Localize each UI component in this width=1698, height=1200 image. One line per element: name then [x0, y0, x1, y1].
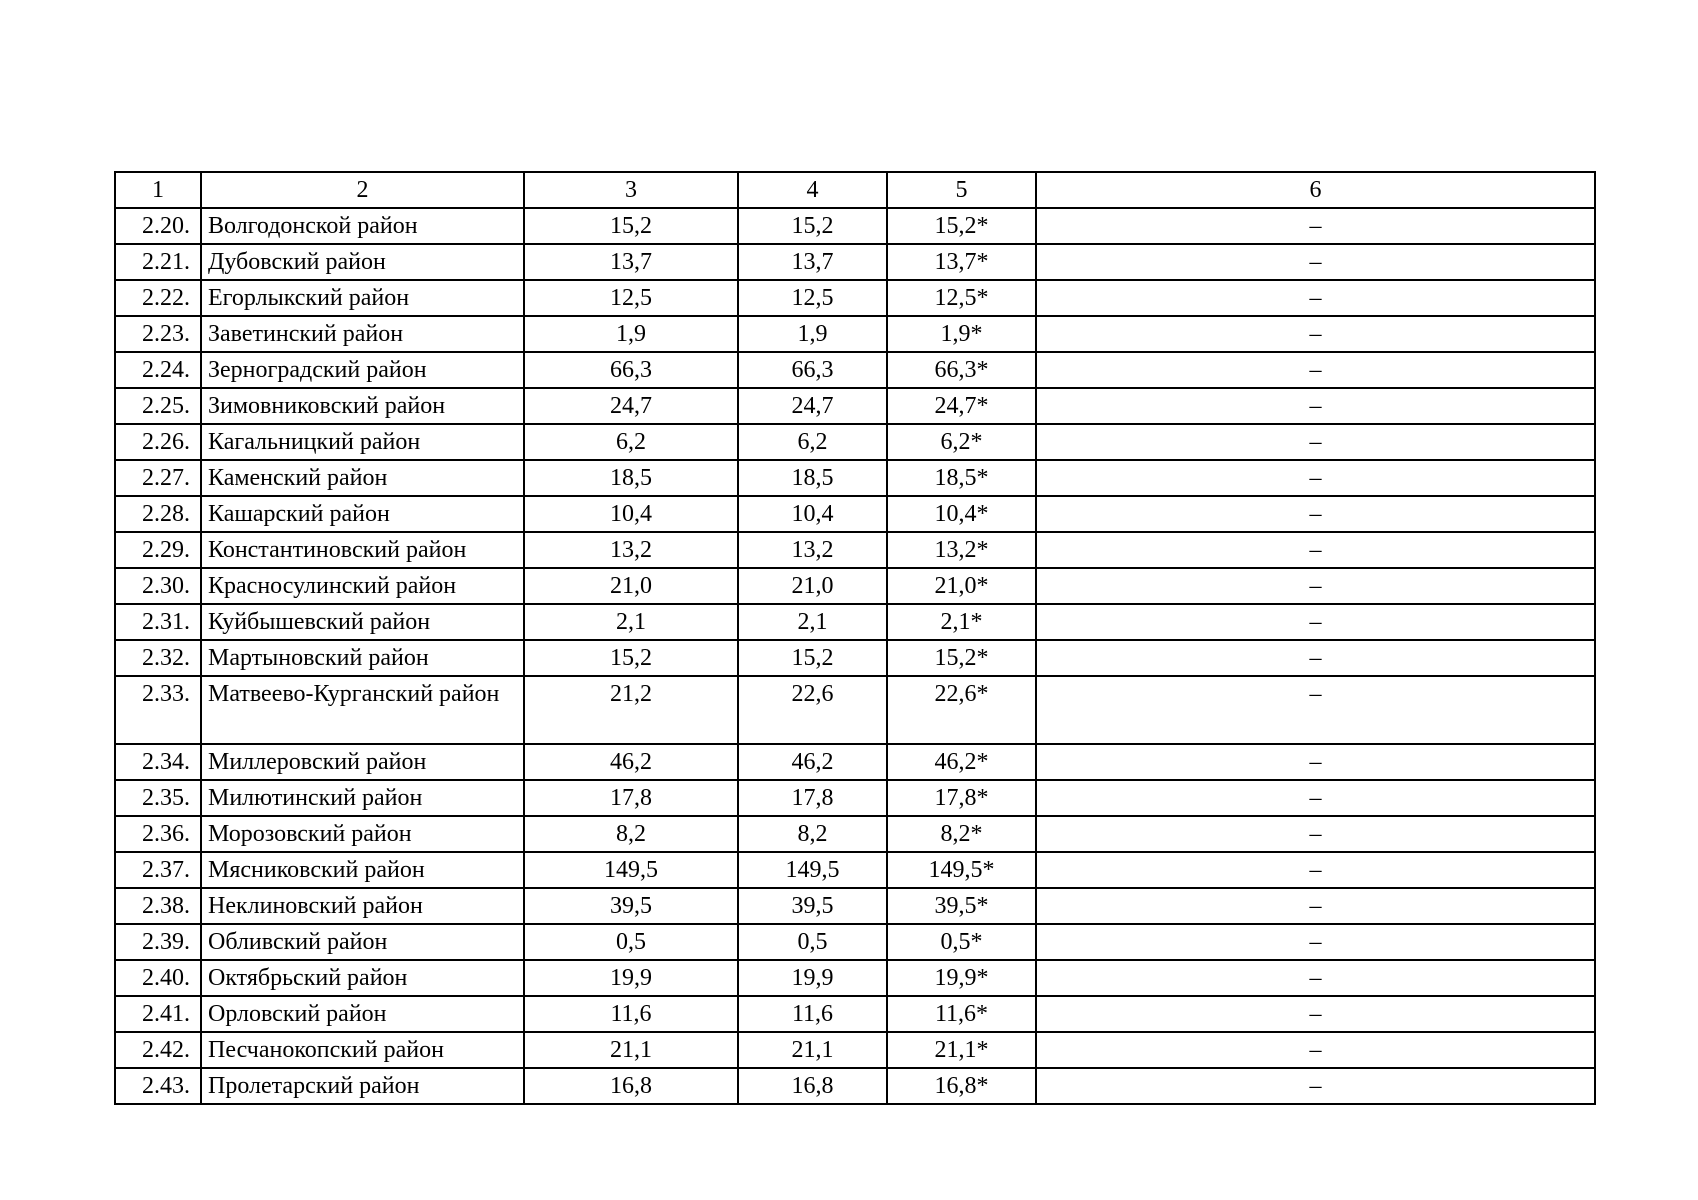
row-number-cell: 2.42. — [115, 1032, 201, 1068]
row-number-cell: 2.25. — [115, 388, 201, 424]
district-name-cell: Волгодонской район — [201, 208, 524, 244]
table-row — [115, 676, 1595, 744]
table-row — [115, 640, 1595, 676]
value-col6-cell: – — [1036, 244, 1595, 280]
row-number-cell: 2.41. — [115, 996, 201, 1032]
district-name-cell: Дубовский район — [201, 244, 524, 280]
value-col6-cell: – — [1036, 532, 1595, 568]
value-col4-cell: 6,2 — [738, 424, 887, 460]
table-row — [115, 780, 1595, 816]
district-name-cell: Морозовский район — [201, 816, 524, 852]
value-col5-cell: 8,2* — [887, 816, 1036, 852]
value-col3-cell: 13,2 — [524, 532, 738, 568]
table-row — [115, 316, 1595, 352]
value-col5-cell: 149,5* — [887, 852, 1036, 888]
value-col6-cell: – — [1036, 744, 1595, 780]
table-row — [115, 208, 1595, 244]
header-cell-5: 5 — [887, 172, 1036, 208]
row-number-cell: 2.36. — [115, 816, 201, 852]
table-row — [115, 816, 1595, 852]
value-col3-cell: 21,2 — [524, 676, 738, 744]
data-table — [114, 171, 1596, 1105]
district-name-cell: Мясниковский район — [201, 852, 524, 888]
value-col4-cell: 8,2 — [738, 816, 887, 852]
value-col3-cell: 21,0 — [524, 568, 738, 604]
table-row — [115, 424, 1595, 460]
header-cell-6: 6 — [1036, 172, 1595, 208]
value-col6-cell: – — [1036, 604, 1595, 640]
value-col5-cell: 24,7* — [887, 388, 1036, 424]
header-cell-1: 1 — [115, 172, 201, 208]
value-col3-cell: 46,2 — [524, 744, 738, 780]
value-col3-cell: 6,2 — [524, 424, 738, 460]
value-col6-cell: – — [1036, 460, 1595, 496]
value-col3-cell: 149,5 — [524, 852, 738, 888]
value-col5-cell: 18,5* — [887, 460, 1036, 496]
header-cell-4: 4 — [738, 172, 887, 208]
value-col6-cell: – — [1036, 568, 1595, 604]
table-row — [115, 1068, 1595, 1104]
row-number-cell: 2.31. — [115, 604, 201, 640]
value-col3-cell: 39,5 — [524, 888, 738, 924]
value-col6-cell: – — [1036, 316, 1595, 352]
value-col3-cell: 24,7 — [524, 388, 738, 424]
value-col4-cell: 0,5 — [738, 924, 887, 960]
value-col6-cell: – — [1036, 924, 1595, 960]
value-col6-cell: – — [1036, 888, 1595, 924]
header-cell-2: 2 — [201, 172, 524, 208]
table-row — [115, 888, 1595, 924]
row-number-cell: 2.21. — [115, 244, 201, 280]
value-col3-cell: 13,7 — [524, 244, 738, 280]
value-col5-cell: 12,5* — [887, 280, 1036, 316]
value-col4-cell: 15,2 — [738, 640, 887, 676]
value-col5-cell: 46,2* — [887, 744, 1036, 780]
district-name-cell: Миллеровский район — [201, 744, 524, 780]
row-number-cell: 2.40. — [115, 960, 201, 996]
district-name-cell: Октябрьский район — [201, 960, 524, 996]
district-name-cell: Куйбышевский район — [201, 604, 524, 640]
value-col6-cell: – — [1036, 852, 1595, 888]
value-col5-cell: 6,2* — [887, 424, 1036, 460]
table-row — [115, 532, 1595, 568]
row-number-cell: 2.34. — [115, 744, 201, 780]
value-col3-cell: 15,2 — [524, 640, 738, 676]
value-col3-cell: 8,2 — [524, 816, 738, 852]
value-col5-cell: 22,6* — [887, 676, 1036, 744]
table-row — [115, 388, 1595, 424]
table-row — [115, 744, 1595, 780]
value-col3-cell: 17,8 — [524, 780, 738, 816]
value-col4-cell: 21,0 — [738, 568, 887, 604]
value-col5-cell: 13,7* — [887, 244, 1036, 280]
value-col4-cell: 1,9 — [738, 316, 887, 352]
table-row — [115, 1032, 1595, 1068]
value-col6-cell: – — [1036, 208, 1595, 244]
value-col5-cell: 11,6* — [887, 996, 1036, 1032]
value-col5-cell: 19,9* — [887, 960, 1036, 996]
value-col3-cell: 11,6 — [524, 996, 738, 1032]
value-col4-cell: 2,1 — [738, 604, 887, 640]
value-col4-cell: 22,6 — [738, 676, 887, 744]
value-col6-cell: – — [1036, 496, 1595, 532]
district-name-cell: Зимовниковский район — [201, 388, 524, 424]
value-col4-cell: 149,5 — [738, 852, 887, 888]
value-col4-cell: 17,8 — [738, 780, 887, 816]
value-col4-cell: 15,2 — [738, 208, 887, 244]
table-row — [115, 352, 1595, 388]
row-number-cell: 2.23. — [115, 316, 201, 352]
row-number-cell: 2.22. — [115, 280, 201, 316]
district-name-cell: Кашарский район — [201, 496, 524, 532]
value-col6-cell: – — [1036, 280, 1595, 316]
value-col6-cell: – — [1036, 1068, 1595, 1104]
district-name-cell: Матвеево-Курганский район — [201, 676, 524, 744]
district-name-cell: Орловский район — [201, 996, 524, 1032]
value-col6-cell: – — [1036, 388, 1595, 424]
value-col5-cell: 13,2* — [887, 532, 1036, 568]
table-header-row — [115, 172, 1595, 208]
value-col5-cell: 15,2* — [887, 208, 1036, 244]
value-col5-cell: 2,1* — [887, 604, 1036, 640]
table-row — [115, 852, 1595, 888]
district-name-cell: Мартыновский район — [201, 640, 524, 676]
value-col4-cell: 19,9 — [738, 960, 887, 996]
table-row — [115, 460, 1595, 496]
value-col4-cell: 13,2 — [738, 532, 887, 568]
row-number-cell: 2.28. — [115, 496, 201, 532]
table-row — [115, 960, 1595, 996]
district-name-cell: Обливский район — [201, 924, 524, 960]
value-col6-cell: – — [1036, 640, 1595, 676]
row-number-cell: 2.24. — [115, 352, 201, 388]
row-number-cell: 2.30. — [115, 568, 201, 604]
value-col3-cell: 10,4 — [524, 496, 738, 532]
value-col6-cell: – — [1036, 352, 1595, 388]
value-col5-cell: 21,1* — [887, 1032, 1036, 1068]
row-number-cell: 2.38. — [115, 888, 201, 924]
value-col4-cell: 66,3 — [738, 352, 887, 388]
value-col4-cell: 11,6 — [738, 996, 887, 1032]
district-name-cell: Неклиновский район — [201, 888, 524, 924]
district-name-cell: Егорлыкский район — [201, 280, 524, 316]
table-row — [115, 996, 1595, 1032]
value-col3-cell: 2,1 — [524, 604, 738, 640]
value-col5-cell: 16,8* — [887, 1068, 1036, 1104]
value-col3-cell: 66,3 — [524, 352, 738, 388]
value-col6-cell: – — [1036, 996, 1595, 1032]
value-col5-cell: 15,2* — [887, 640, 1036, 676]
row-number-cell: 2.35. — [115, 780, 201, 816]
table-row — [115, 568, 1595, 604]
value-col3-cell: 16,8 — [524, 1068, 738, 1104]
row-number-cell: 2.29. — [115, 532, 201, 568]
value-col4-cell: 18,5 — [738, 460, 887, 496]
value-col5-cell: 1,9* — [887, 316, 1036, 352]
value-col3-cell: 12,5 — [524, 280, 738, 316]
value-col6-cell: – — [1036, 1032, 1595, 1068]
row-number-cell: 2.32. — [115, 640, 201, 676]
table-row — [115, 604, 1595, 640]
value-col6-cell: – — [1036, 816, 1595, 852]
district-name-cell: Заветинский район — [201, 316, 524, 352]
value-col3-cell: 1,9 — [524, 316, 738, 352]
district-name-cell: Зерноградский район — [201, 352, 524, 388]
value-col4-cell: 12,5 — [738, 280, 887, 316]
value-col4-cell: 24,7 — [738, 388, 887, 424]
table-row — [115, 496, 1595, 532]
row-number-cell: 2.43. — [115, 1068, 201, 1104]
district-name-cell: Константиновский район — [201, 532, 524, 568]
district-name-cell: Милютинский район — [201, 780, 524, 816]
header-cell-3: 3 — [524, 172, 738, 208]
district-name-cell: Каменский район — [201, 460, 524, 496]
table-row — [115, 244, 1595, 280]
value-col3-cell: 19,9 — [524, 960, 738, 996]
value-col5-cell: 0,5* — [887, 924, 1036, 960]
value-col6-cell: – — [1036, 960, 1595, 996]
value-col6-cell: – — [1036, 676, 1595, 744]
value-col3-cell: 0,5 — [524, 924, 738, 960]
district-name-cell: Красносулинский район — [201, 568, 524, 604]
row-number-cell: 2.27. — [115, 460, 201, 496]
table-row — [115, 924, 1595, 960]
value-col5-cell: 10,4* — [887, 496, 1036, 532]
value-col4-cell: 16,8 — [738, 1068, 887, 1104]
value-col5-cell: 39,5* — [887, 888, 1036, 924]
value-col6-cell: – — [1036, 424, 1595, 460]
row-number-cell: 2.37. — [115, 852, 201, 888]
value-col4-cell: 21,1 — [738, 1032, 887, 1068]
value-col5-cell: 17,8* — [887, 780, 1036, 816]
value-col4-cell: 46,2 — [738, 744, 887, 780]
district-name-cell: Песчанокопский район — [201, 1032, 524, 1068]
row-number-cell: 2.39. — [115, 924, 201, 960]
row-number-cell: 2.26. — [115, 424, 201, 460]
row-number-cell: 2.33. — [115, 676, 201, 744]
district-name-cell: Пролетарский район — [201, 1068, 524, 1104]
value-col5-cell: 21,0* — [887, 568, 1036, 604]
value-col4-cell: 39,5 — [738, 888, 887, 924]
value-col5-cell: 66,3* — [887, 352, 1036, 388]
value-col3-cell: 18,5 — [524, 460, 738, 496]
value-col3-cell: 21,1 — [524, 1032, 738, 1068]
value-col4-cell: 13,7 — [738, 244, 887, 280]
district-name-cell: Кагальницкий район — [201, 424, 524, 460]
value-col4-cell: 10,4 — [738, 496, 887, 532]
row-number-cell: 2.20. — [115, 208, 201, 244]
table-row — [115, 280, 1595, 316]
value-col6-cell: – — [1036, 780, 1595, 816]
value-col3-cell: 15,2 — [524, 208, 738, 244]
